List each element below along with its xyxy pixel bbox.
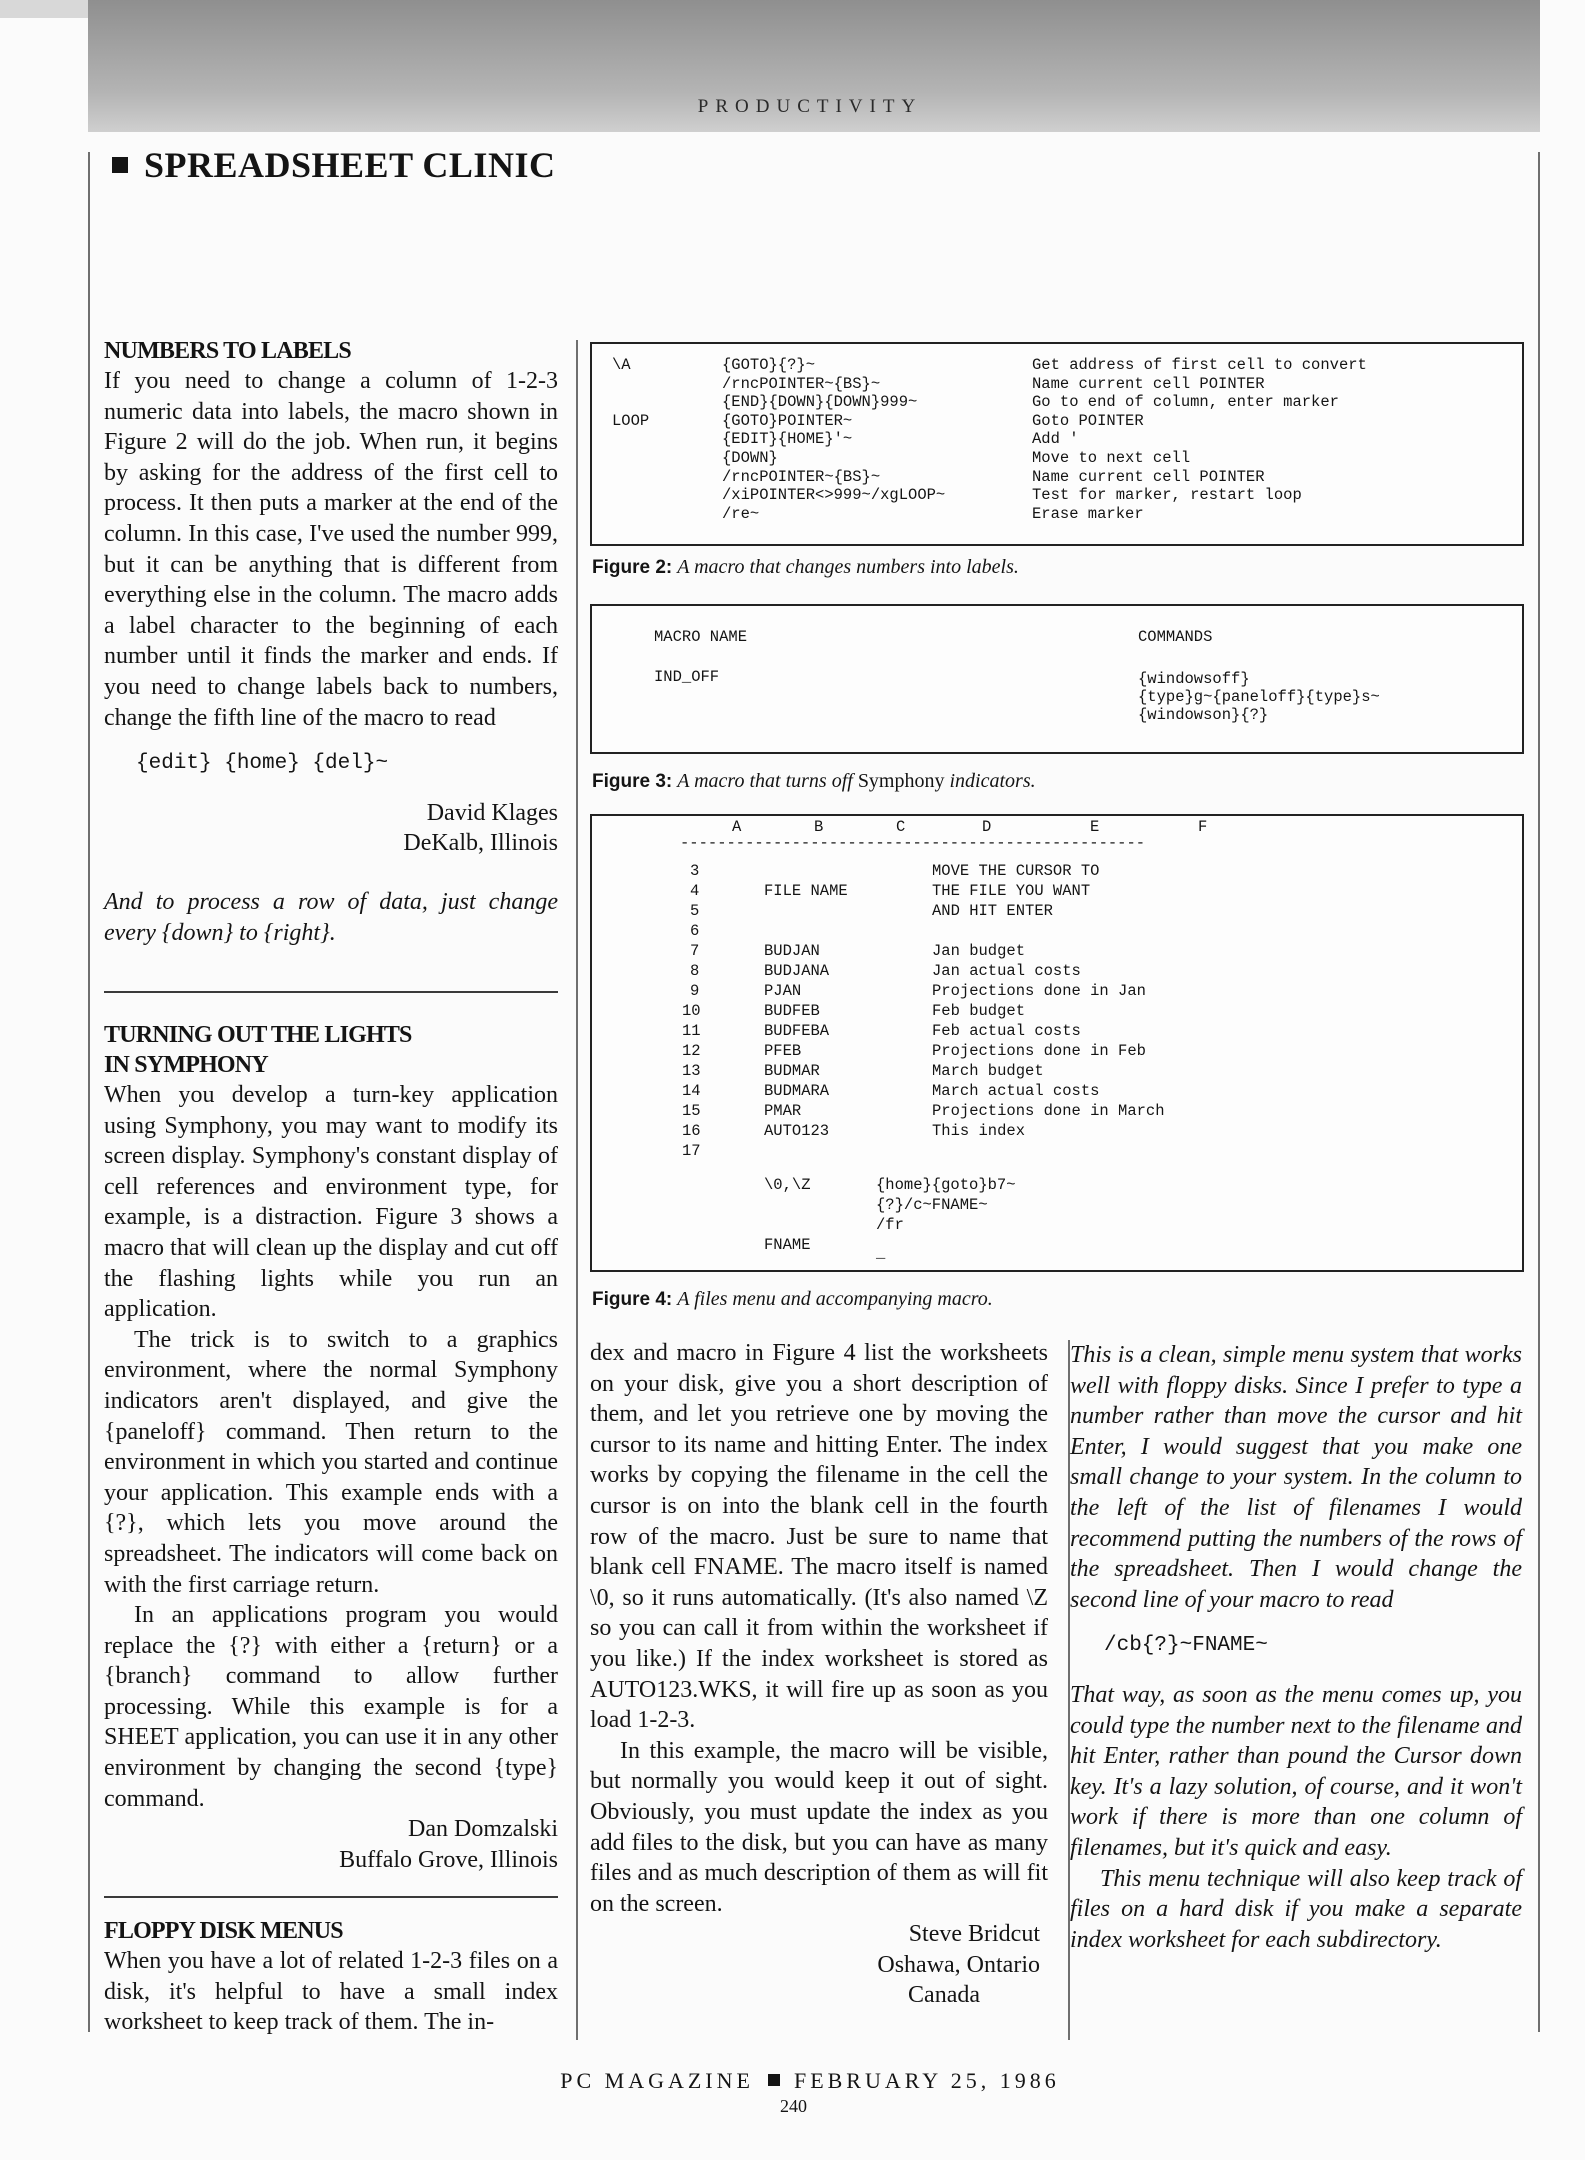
heading-floppy: FLOPPY DISK MENUS — [104, 1918, 343, 1944]
figure-4-file-name: BUDJANA — [764, 962, 830, 980]
figure-4-col-e: E — [1090, 818, 1100, 836]
figure-4-fname-label: FNAME — [764, 1236, 811, 1254]
figure-4-prompt-2: THE FILE YOU WANT — [932, 882, 1091, 900]
figure-2-code: /xiPOINTER<>999~/xgLOOP~ — [722, 486, 946, 505]
figure-4-file-name: PMAR — [764, 1102, 802, 1120]
figure-2-code: /rncPOINTER~{BS}~ — [722, 374, 881, 393]
figure-2-comment: Name current cell POINTER — [1032, 467, 1265, 486]
floppy-p1-cont: dex and macro in Figure 4 list the worksheets on your disk, give you a short description of them, and let you retrieve one by moving the cursor to its name and hitting Enter. The index works by copying the filename in the cell the cursor is on into the blank cell in the fourth row of the macro. Just be sure to name that blank cell FNAME. The macro itself is named \0, so it runs automatically. (It's also named \Z so you can call it from within the worksheet if you like.) If the index worksheet is stored as AUTO123.WKS, it will fire up as soon as you load 1-2-3. — [590, 1340, 1048, 1734]
figure-4-file-name: BUDJAN — [764, 942, 820, 960]
figure-4-fname-cell: _ — [876, 1244, 886, 1262]
column-left-3 — [104, 1916, 558, 2038]
figure-3-cmd-2: {type}g~{paneloff}{type}s~ — [1138, 688, 1380, 706]
symphony-author: Dan Domzalski — [408, 1816, 558, 1843]
column-left — [104, 336, 558, 948]
figure-4-col-b: B — [814, 818, 824, 836]
figure-4-col-c: C — [896, 818, 906, 836]
figure-4-file-desc: Jan budget — [932, 942, 1026, 960]
figure-4-file-desc: March actual costs — [932, 1082, 1100, 1100]
figure-3-col1-header: MACRO NAME — [654, 628, 748, 646]
figure-4-file-name: PJAN — [764, 982, 802, 1000]
section-title-text: SPREADSHEET CLINIC — [144, 145, 556, 185]
figure-4-row-number: 7 — [690, 942, 700, 960]
heading-numbers-to-labels: NUMBERS TO LABELS — [104, 338, 351, 364]
figure-2-code: /rncPOINTER~{BS}~ — [722, 467, 881, 486]
figure-4-col-a: A — [732, 818, 742, 836]
footer-date: FEBRUARY 25, 1986 — [793, 2068, 1060, 2093]
note-p3: This menu technique will also keep track of files on a hard disk if you make a separate index worksheet for each subdirectory. — [1070, 1865, 1522, 1953]
column-left-2 — [104, 1020, 558, 1875]
symphony-p1: When you develop a turn-key application using Symphony, you may want to modify its screen display. Symphony's constant display of cell references and environment type, for example, is a distraction. Figure 3 shows a macro that will clean up the display and cut off the flashing lights while you run an application. — [104, 1082, 558, 1323]
figure-3-caption-text-3: indicators. — [949, 770, 1036, 792]
column-rule-1 — [576, 340, 578, 2040]
figure-4-row-number: 4 — [690, 882, 700, 900]
figure-2-comment: Get address of first cell to convert — [1032, 356, 1367, 374]
figure-4-macro-name: \0,\Z — [764, 1176, 811, 1194]
floppy-p1-start: When you have a lot of related 1-2-3 files on a disk, it's helpful to have a small index worksheet to keep track of them. The in- — [104, 1948, 558, 2036]
figure-2-comment: Go to end of column, enter marker — [1032, 393, 1339, 412]
bullet-square-icon — [112, 157, 128, 173]
figure-3-macro-name: IND_OFF — [654, 668, 720, 686]
footer — [530, 2068, 1090, 2094]
figure-4-prompt-3: AND HIT ENTER — [932, 902, 1053, 920]
section-title — [112, 144, 555, 186]
symphony-location: Buffalo Grove, Illinois — [339, 1846, 558, 1873]
figure-4-row-number: 17 — [682, 1142, 701, 1160]
figure-4-row-number: 12 — [682, 1042, 701, 1060]
heading-symphony-2: IN SYMPHONY — [104, 1052, 268, 1078]
figure-4-rule: -------------------------------------------------- — [680, 834, 1146, 852]
figure-4-prompt-1: MOVE THE CURSOR TO — [932, 862, 1100, 880]
figure-4-file-name: BUDFEB — [764, 1002, 820, 1020]
symphony-p2: The trick is to switch to a graphics environment, where the normal Symphony indicators aren't displayed, and give the {paneloff} command. Then return to the environment in which you started and continue your application. This example ends with a {?}, which lets you move around the spreadsheet. The indicators will come back on with the first carriage return. — [104, 1326, 558, 1598]
figure-2-caption — [592, 556, 1019, 579]
figure-2-label: \A — [612, 356, 631, 374]
figure-4-file-name-label: FILE NAME — [764, 882, 848, 900]
note-p1: This is a clean, simple menu system that works well with floppy disks. Since I prefer to type a number rather than move the cursor and hit Enter, I would suggest that you make one small change to your system. In the column to the left of the list of filenames I would recommend putting the numbers of the rows of the spreadsheet. Then I would change the second line of your macro to read — [1070, 1342, 1522, 1613]
figure-3-label: Figure 3: — [592, 771, 673, 792]
figure-4-file-desc: This index — [932, 1122, 1026, 1140]
figure-4-macro-1: {home}{goto}b7~ — [876, 1176, 1016, 1194]
figure-2-code: {EDIT}{HOME}'~ — [722, 430, 853, 449]
numbers-code: {edit} {home} {del}~ — [136, 752, 389, 776]
figure-4-row-number: 13 — [682, 1062, 701, 1080]
figure-3-caption-text-1: A macro that turns off — [677, 770, 853, 792]
floppy-author: Steve Bridcut — [908, 1921, 1040, 1948]
figure-2-comment: Move to next cell — [1032, 449, 1191, 467]
numbers-author: David Klages — [426, 799, 558, 826]
figure-4-file-desc: Projections done in Jan — [932, 982, 1146, 1000]
figure-2-code: {DOWN} — [722, 449, 778, 467]
divider-1 — [104, 991, 558, 993]
footer-square-icon — [768, 2074, 780, 2086]
figure-4-file-name: AUTO123 — [764, 1122, 830, 1140]
footer-magazine: PC MAGAZINE — [560, 2068, 754, 2093]
floppy-location: Oshawa, Ontario — [877, 1951, 1040, 1978]
figure-4-macro-2: {?}/c~FNAME~ — [876, 1196, 988, 1214]
floppy-country: Canada — [908, 1982, 980, 2009]
figure-4-row-number: 15 — [682, 1102, 701, 1120]
divider-2 — [104, 1896, 558, 1898]
numbers-editor-note-text: And to process a row of data, just change every {down} to {right}. — [104, 888, 558, 946]
figure-4-row-number: 16 — [682, 1122, 701, 1140]
figure-4-file-name: PFEB — [764, 1042, 802, 1060]
numbers-editor-note — [104, 887, 558, 948]
figure-4-row-number: 11 — [682, 1022, 701, 1040]
note-code: /cb{?}~FNAME~ — [1104, 1634, 1268, 1658]
header-kicker: PRODUCTIVITY — [697, 96, 923, 117]
left-margin-rule — [88, 152, 90, 2032]
floppy-p2: In this example, the macro will be visible, but normally you would keep it out of sight. Obviously, you must update the index as you add files to the disk, but you can have as many files and as much description of them as will fit on the screen. — [590, 1737, 1048, 1917]
figure-4-row-number: 8 — [690, 962, 700, 980]
figure-2-comment: Name current cell POINTER — [1032, 374, 1265, 393]
figure-4-file-desc: Feb actual costs — [932, 1022, 1081, 1040]
figure-4-file-desc: Projections done in March — [932, 1102, 1165, 1120]
figure-4-label: Figure 4: — [592, 1289, 673, 1310]
figure-4-row-number: 6 — [690, 922, 700, 940]
figure-4-file-name: BUDMAR — [764, 1062, 820, 1080]
figure-2-comment: Goto POINTER — [1032, 411, 1144, 430]
header-band-edge — [0, 0, 88, 18]
figure-2-comment: Add ' — [1032, 430, 1079, 449]
figure-3-cmd-1: {windowsoff} — [1138, 670, 1250, 688]
figure-2-code: {END}{DOWN}{DOWN}999~ — [722, 393, 918, 412]
figure-4-file-desc: March budget — [932, 1062, 1044, 1080]
figure-2-label: Figure 2: — [592, 557, 673, 578]
figure-2-code: {GOTO}POINTER~ — [722, 411, 853, 430]
figure-4-row-number: 3 — [690, 862, 700, 880]
figure-2-label: LOOP — [612, 411, 650, 430]
figure-3-box — [590, 604, 1524, 754]
figure-4-file-desc: Jan actual costs — [932, 962, 1081, 980]
figure-2-comment: Erase marker — [1032, 504, 1144, 523]
figure-4-file-desc: Feb budget — [932, 1002, 1026, 1020]
figure-3-cmd-3: {windowson}{?} — [1138, 706, 1269, 724]
figure-2-code: {GOTO}{?}~ — [722, 356, 816, 374]
figure-4-box — [590, 814, 1524, 1272]
figure-4-row-number: 9 — [690, 982, 700, 1000]
figure-2-box — [590, 342, 1524, 546]
figure-4-caption-text: A files menu and accompanying macro. — [677, 1288, 993, 1310]
figure-3-caption-text-2: Symphony — [857, 770, 945, 792]
figure-4-file-name: BUDMARA — [764, 1082, 830, 1100]
figure-4-file-name: BUDFEBA — [764, 1022, 830, 1040]
figure-2-caption-text: A macro that changes numbers into labels. — [677, 556, 1019, 578]
figure-3-caption — [592, 770, 1036, 793]
figure-4-row-number: 10 — [682, 1002, 701, 1020]
heading-symphony-1: TURNING OUT THE LIGHTS — [104, 1022, 412, 1048]
column-middle — [590, 1338, 1048, 2011]
column-right — [1070, 1340, 1522, 1955]
figure-4-row-number: 14 — [682, 1082, 701, 1100]
numbers-location: DeKalb, Illinois — [403, 830, 558, 857]
figure-4-col-d: D — [982, 818, 992, 836]
right-margin-rule — [1538, 152, 1540, 2032]
page-number: 240 — [780, 2096, 807, 2116]
note-p2: That way, as soon as the menu comes up, you could type the number next to the filename and hit Enter, rather than pound the Cursor down key. It's a lazy solution, of course, and it won't work if there is more than one column of filenames, but it's quick and easy. — [1070, 1681, 1522, 1861]
figure-4-row-number: 5 — [690, 902, 700, 920]
figure-4-macro-3: /fr — [876, 1216, 904, 1234]
numbers-body: If you need to change a column of 1-2-3 numeric data into labels, the macro shown in Figure 2 will do the job. When run, it begins by asking for the address of the first cell to process. It then puts a marker at the end of the column. In this case, I've used the number 999, but it can be anything that is different from everything else in the column. The macro adds a label character to the beginning of each number until it finds the marker and ends. If you need to change labels back to numbers, change the fifth line of the macro to read — [104, 368, 558, 731]
figure-4-caption — [592, 1288, 993, 1311]
figure-2-code: /re~ — [722, 504, 760, 523]
figure-3-col2-header: COMMANDS — [1138, 628, 1213, 646]
figure-4-col-f: F — [1198, 818, 1208, 836]
figure-2-comment: Test for marker, restart loop — [1032, 486, 1302, 505]
figure-4-file-desc: Projections done in Feb — [932, 1042, 1146, 1060]
symphony-p3: In an applications program you would replace the {?} with either a {return} or a {branch} command to allow further processing. While this example is for a SHEET application, you can use it in any other environment by changing the second {type} command. — [104, 1602, 558, 1812]
